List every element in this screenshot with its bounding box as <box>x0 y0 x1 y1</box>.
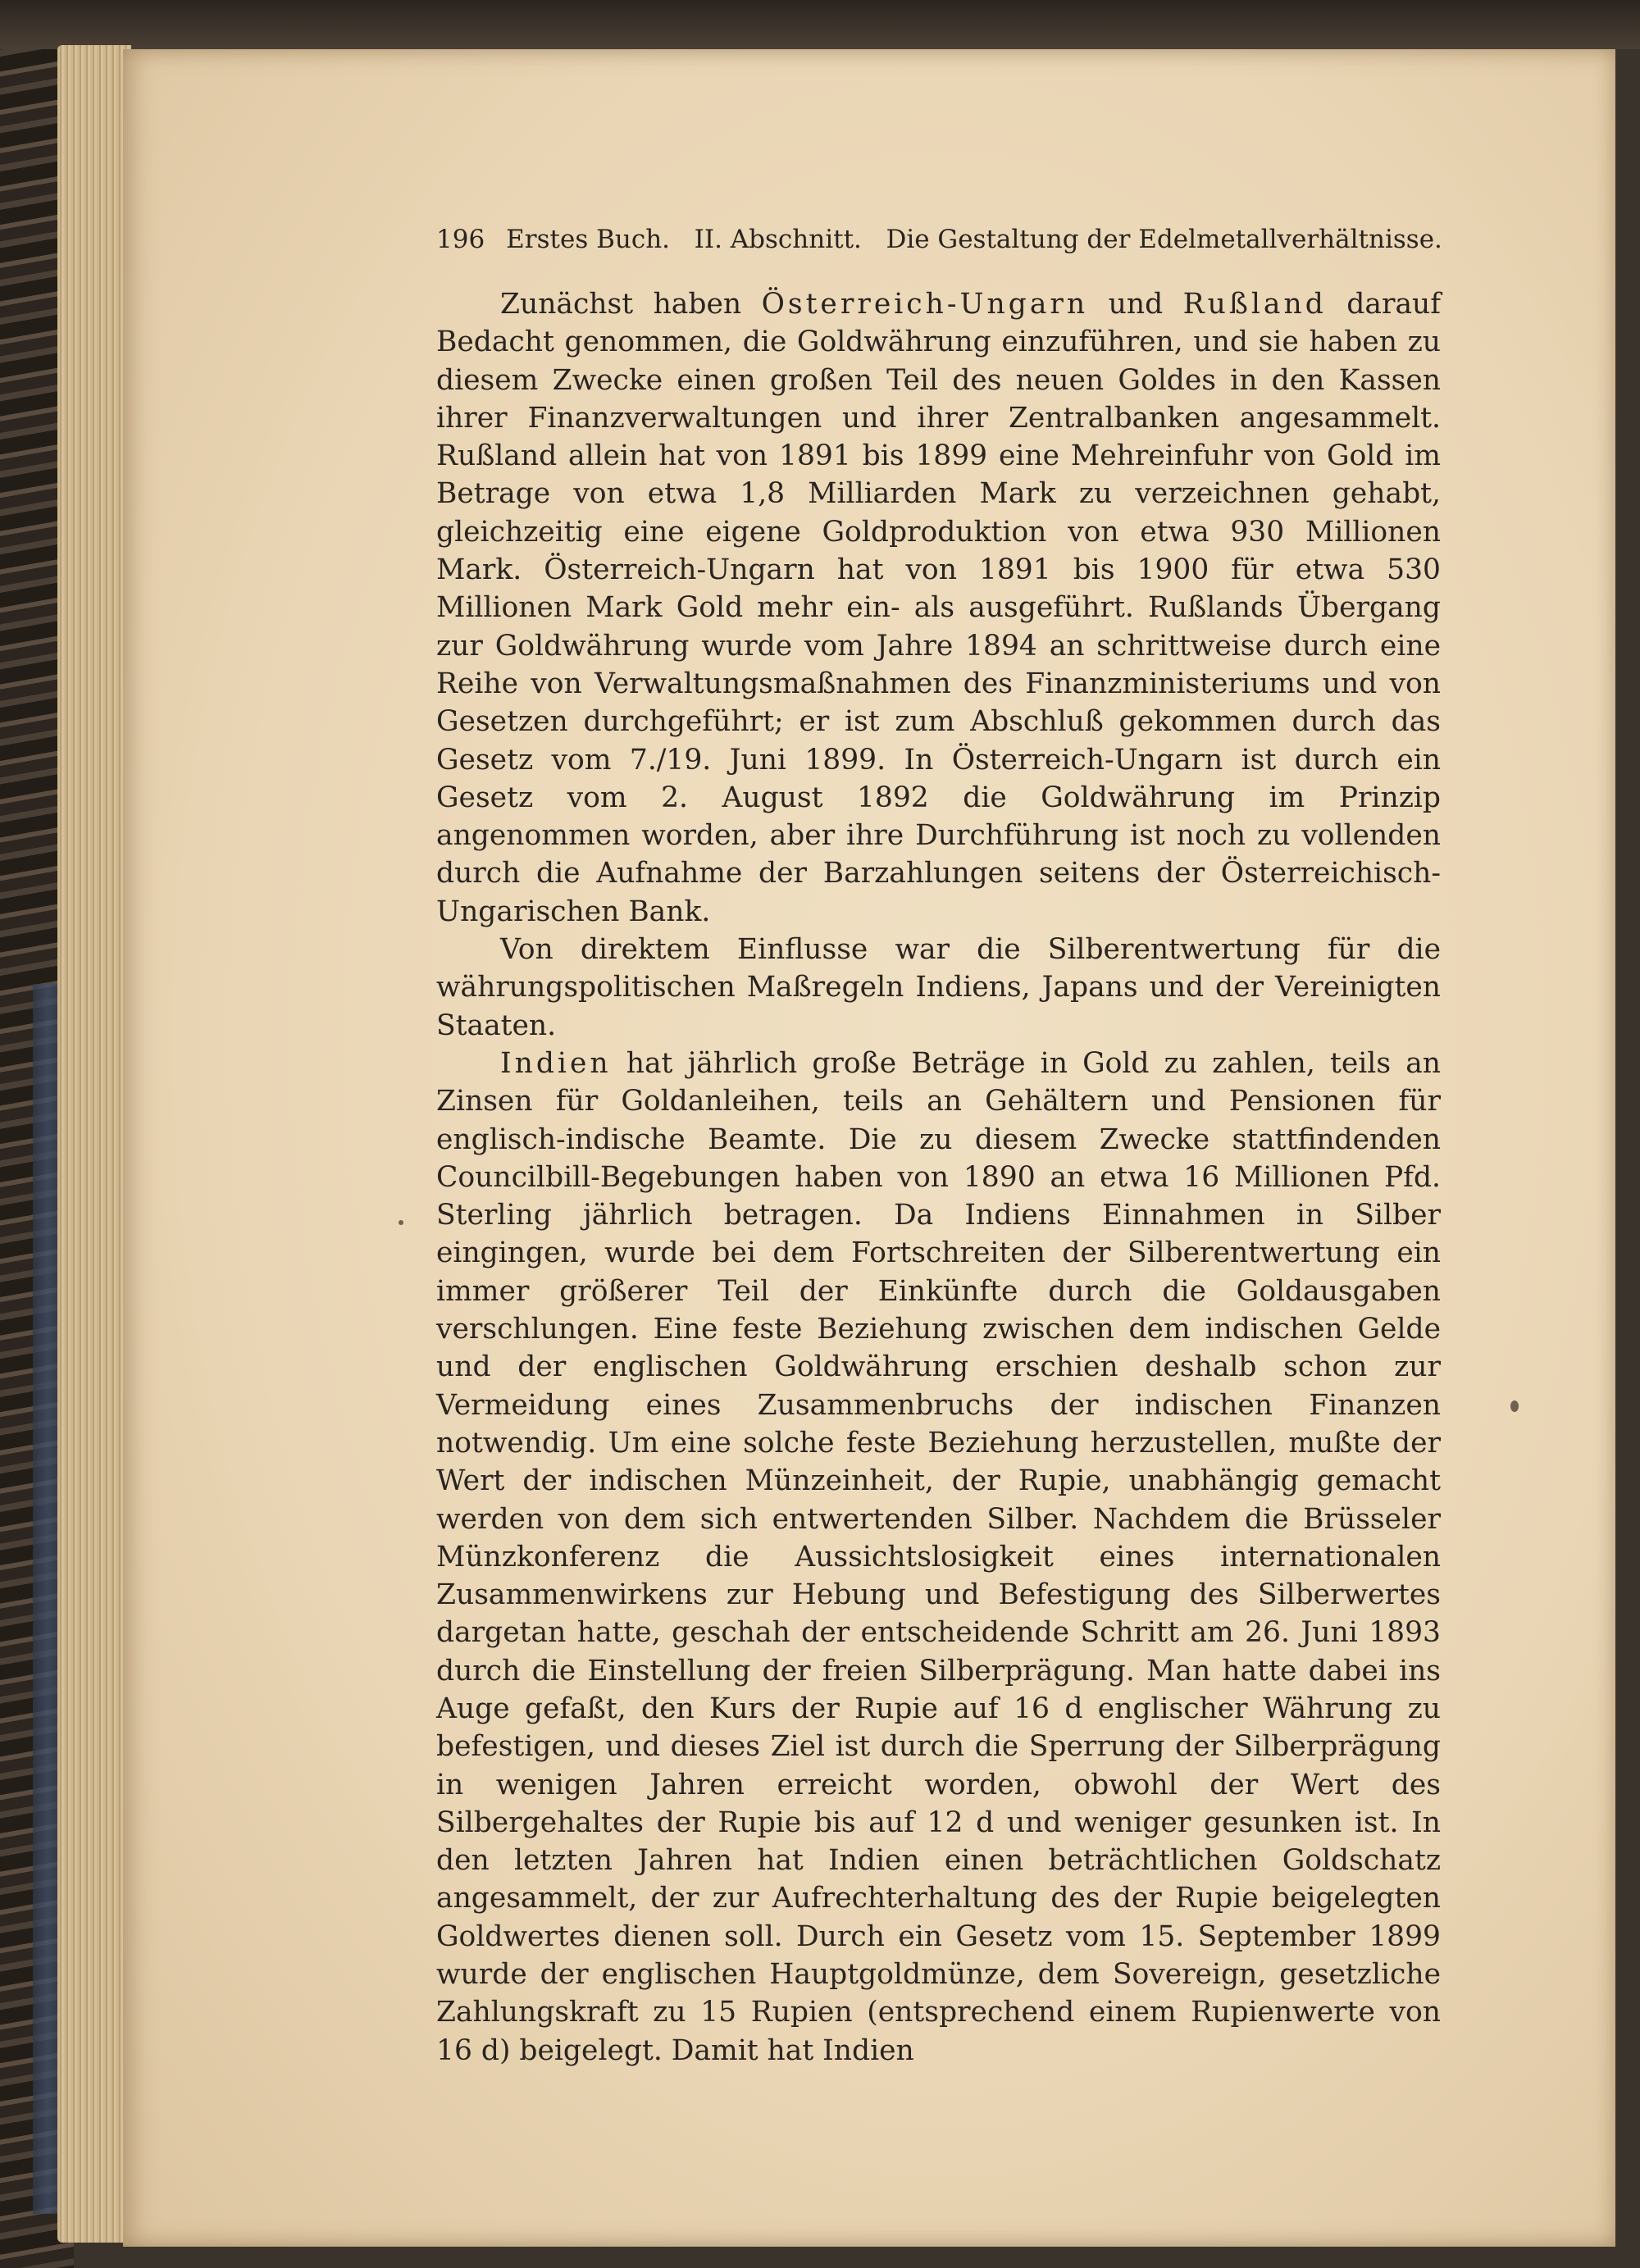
spaced-country-india: Indien <box>500 1046 612 1080</box>
spaced-country-russia: Rußland <box>1182 288 1327 321</box>
paragraph-3-rest: hat jährlich große Beträge in Gold zu zahlen, teils an Zinsen für Goldanleihen, teils an Gehältern und Pensionen für englisch-indische Beamte. Die zu diesem Zwecke stattfindenden Councilbill-Begebungen haben von 1890 an etwa 16 Millionen Pfd. Sterling jährlich betragen. Da Indiens Einnahmen in Silber eingingen, wurde bei dem Fortschreiten der Silberentwertung ein immer größerer Teil der Einkünfte durch die Goldausgaben verschlungen. Eine feste Beziehung zwischen dem indischen Gelde und der englischen Goldwährung erschien deshalb schon zur Vermeidung eines Zusammenbruchs der indischen Finanzen notwendig. Um eine solche feste Beziehung herzustellen, mußte der Wert der indischen Münzeinheit, der Rupie, unabhängig gemacht werden von dem sich entwertenden Silber. Nachdem die Brüsseler Münzkonferenz die Aussichtslosigkeit eines internationalen Zusammenwirkens zur Hebung und Befestigung des Silberwertes dargetan hatte, geschah der entscheidende Schritt am 26. Juni 1893 durch die Einstellung der freien Silberprägung. Man hatte dabei ins Auge gefaßt, den Kurs der Rupie auf 16 d englischer Währung zu befestigen, und dieses Ziel ist durch die Sperrung der Silberprägung in wenigen Jahren erreicht worden, obwohl der Wert des Silbergehaltes der Rupie bis auf 12 d und weniger gesunken ist. In den letzten Jahren hat Indien einen beträchtlichen Goldschatz angesammelt, der zur Aufrechterhaltung des der Rupie beigelegten Goldwertes dienen soll. Durch ein Gesetz vom 15. September 1899 wurde der englischen Hauptgoldmünze, dem Sovereign, gesetzliche Zahlungskraft zu 15 Rupien (entsprechend einem Rupienwerte von 16 d) beigelegt. Damit hat Indien <box>436 1046 1441 2067</box>
ink-speck <box>1510 1400 1519 1412</box>
paragraph-1-lead: Zunächst haben <box>500 288 762 321</box>
paragraph-2: Von direktem Einflusse war die Silberentwertung für die währungspolitischen Maßregeln Indiens, Japans und der Vereinigten Staaten. <box>436 933 1441 1042</box>
body-text <box>436 285 1441 2070</box>
page-edges <box>57 45 131 2243</box>
top-background <box>0 0 1640 49</box>
running-header <box>436 225 1442 257</box>
running-head-title: Erstes Buch. II. Abschnitt. Die Gestaltung der Edelmetallverhältnisse. <box>506 225 1442 254</box>
ink-speck <box>399 1220 403 1225</box>
page-number: 196 <box>436 225 485 254</box>
paragraph-1 <box>436 285 1441 931</box>
paragraph-1-rest: darauf Bedacht genommen, die Goldwährung einzuführen, und sie haben zu diesem Zwecke einen großen Teil des neuen Goldes in den Kassen ihrer Finanzverwaltungen und ihrer Zentralbanken angesammelt. Rußland allein hat von 1891 bis 1899 eine Mehreinfuhr von Gold im Betrage von etwa 1,8 Milliarden Mark zu verzeichnen gehabt, gleichzeitig eine eigene Goldproduktion von etwa 930 Millionen Mark. Österreich-Ungarn hat von 1891 bis 1900 für etwa 530 Millionen Mark Gold mehr ein- als ausgeführt. Rußlands Übergang zur Goldwährung wurde vom Jahre 1894 an schrittweise durch eine Reihe von Verwaltungsmaßnahmen des Finanzministeriums und von Gesetzen durchgeführt; er ist zum Abschluß gekommen durch das Gesetz vom 7./19. Juni 1899. In Österreich-Ungarn ist durch ein Gesetz vom 2. August 1892 die Goldwährung im Prinzip angenommen worden, aber ihre Durchführung ist noch zu vollenden durch die Aufnahme der Barzahlungen seitens der Österreichisch-Ungarischen Bank. <box>436 288 1441 928</box>
paragraph-3 <box>436 1045 1441 2070</box>
spaced-country-austria: Österreich-Ungarn <box>761 288 1089 321</box>
paragraph-1-mid: und <box>1088 288 1183 321</box>
